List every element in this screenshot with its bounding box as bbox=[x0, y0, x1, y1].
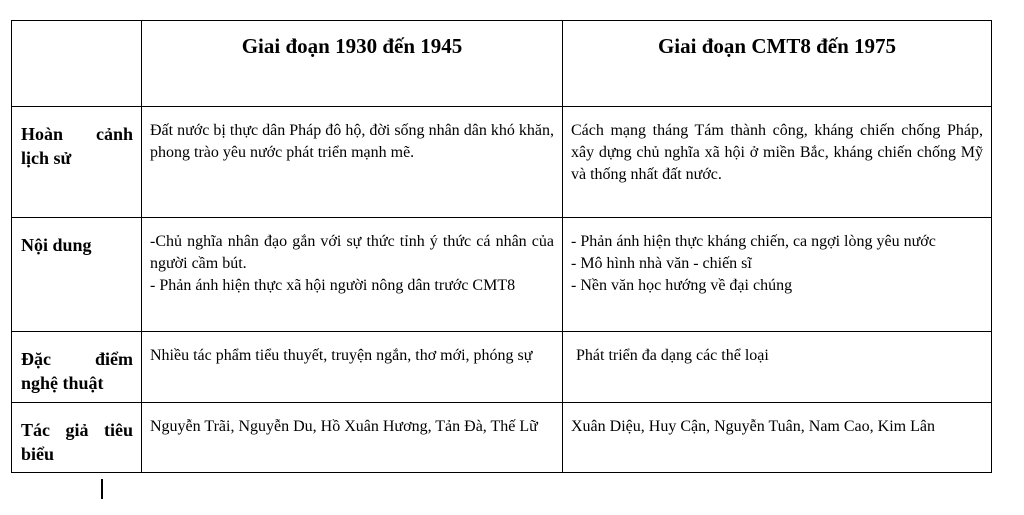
header-period-cmt8-1975: Giai đoạn CMT8 đến 1975 bbox=[563, 21, 992, 107]
row-label: Tác giả tiêu biểu bbox=[12, 403, 142, 473]
table-cell bbox=[142, 403, 563, 473]
cell-line: - Nền văn học hướng về đại chúng bbox=[571, 277, 793, 294]
table-cell bbox=[563, 218, 992, 332]
row-label: Đặc điểm nghệ thuật bbox=[12, 332, 142, 403]
cell-line: Nhiều tác phẩm tiểu thuyết, truyện ngắn, thơ mới, phóng sự bbox=[150, 347, 533, 364]
cell-line: - Mô hình nhà văn - chiến sĩ bbox=[571, 255, 752, 272]
header-empty-cell bbox=[12, 21, 142, 107]
table-cell bbox=[563, 107, 992, 218]
table-cell bbox=[563, 332, 992, 403]
cell-line: Nguyễn Trãi, Nguyễn Du, Hồ Xuân Hương, Tản Đà, Thế Lữ bbox=[150, 418, 538, 435]
table-cell bbox=[142, 332, 563, 403]
cell-line: - Phản ánh hiện thực kháng chiến, ca ngợi lòng yêu nước bbox=[571, 233, 936, 250]
cell-line: - Phản ánh hiện thực xã hội người nông dân trước CMT8 bbox=[150, 277, 516, 294]
table-row bbox=[12, 403, 992, 473]
cell-line: Đất nước bị thực dân Pháp đô hộ, đời sống nhân dân khó khăn, phong trào yêu nước phát triển mạnh mẽ. bbox=[150, 122, 554, 161]
row-label: Nội dung bbox=[12, 218, 142, 332]
table-cell bbox=[563, 403, 992, 473]
cell-line: Phát triển đa dạng các thể loại bbox=[576, 347, 769, 364]
table-row bbox=[12, 332, 992, 403]
table-row bbox=[12, 107, 992, 218]
cell-line: Cách mạng tháng Tám thành công, kháng chiến chống Pháp, xây dựng chủ nghĩa xã hội ở miền Bắc, kháng chiến chống Mỹ và thống nhất đất nước. bbox=[571, 122, 983, 183]
header-period-1930-1945: Giai đoạn 1930 đến 1945 bbox=[142, 21, 563, 107]
table-cell bbox=[142, 107, 563, 218]
header-row bbox=[12, 21, 992, 107]
text-cursor bbox=[101, 479, 103, 499]
cell-line: -Chủ nghĩa nhân đạo gắn với sự thức tỉnh ý thức cá nhân của người cầm bút. bbox=[150, 233, 554, 272]
comparison-table bbox=[11, 20, 992, 473]
table-row bbox=[12, 218, 992, 332]
table-cell bbox=[142, 218, 563, 332]
cell-line: Xuân Diệu, Huy Cận, Nguyễn Tuân, Nam Cao, Kim Lân bbox=[571, 418, 935, 435]
row-label: Hoàn cảnh lịch sử bbox=[12, 107, 142, 218]
